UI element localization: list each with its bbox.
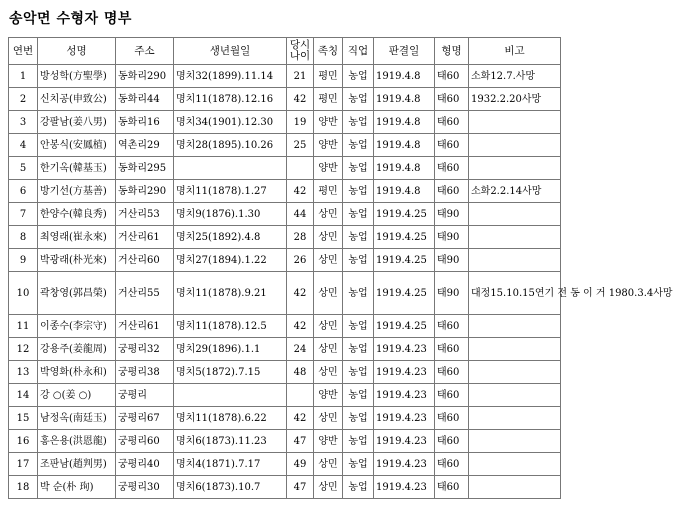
cell-birth: [174, 157, 287, 180]
cell-note: [469, 134, 561, 157]
cell-age: 42: [287, 88, 314, 111]
cell-note: 소화2.2.14사망: [469, 180, 561, 203]
cell-sentence: 태60: [435, 338, 469, 361]
table-header-row: [9, 38, 561, 65]
cell-birth: 명치11(1878).12.5: [174, 315, 287, 338]
cell-sentence: 태60: [435, 134, 469, 157]
cell-name: 강용주(姜龍周): [38, 338, 116, 361]
table-row: [9, 226, 561, 249]
cell-note: 1932.2.20사망: [469, 88, 561, 111]
header-age: [287, 38, 314, 65]
cell-judgment: 1919.4.8: [374, 134, 435, 157]
table-row: [9, 180, 561, 203]
cell-note: [469, 157, 561, 180]
cell-no: 8: [9, 226, 38, 249]
cell-note: [469, 226, 561, 249]
cell-class: 상민: [314, 407, 343, 430]
cell-sentence: 태60: [435, 88, 469, 111]
prisoner-roster-table: [8, 37, 673, 499]
cell-address: 거산리55: [116, 272, 174, 315]
cell-no: 3: [9, 111, 38, 134]
cell-name: 최영래(崔永來): [38, 226, 116, 249]
cell-age: 21: [287, 65, 314, 88]
cell-birth: 명치6(1873).11.23: [174, 430, 287, 453]
cell-job: 농업: [343, 338, 374, 361]
cell-note: [469, 249, 561, 272]
cell-address: 거산리53: [116, 203, 174, 226]
cell-note: [469, 384, 561, 407]
table-row: [9, 203, 561, 226]
cell-judgment: 1919.4.25: [374, 203, 435, 226]
cell-birth: 명치32(1899).11.14: [174, 65, 287, 88]
cell-class: 상민: [314, 203, 343, 226]
table-row: [9, 384, 561, 407]
cell-birth: 명치29(1896).1.1: [174, 338, 287, 361]
cell-note: [469, 453, 561, 476]
cell-address: 궁평리40: [116, 453, 174, 476]
cell-job: 농업: [343, 249, 374, 272]
cell-note: [469, 203, 561, 226]
cell-class: 상민: [314, 315, 343, 338]
cell-job: 농업: [343, 453, 374, 476]
cell-address: 궁평리32: [116, 338, 174, 361]
header-age-top: 당시: [289, 39, 311, 51]
cell-address: 역촌리29: [116, 134, 174, 157]
cell-no: 6: [9, 180, 38, 203]
table-row: [9, 65, 561, 88]
cell-address: 궁평리60: [116, 430, 174, 453]
cell-class: 양반: [314, 384, 343, 407]
cell-address: 동화리295: [116, 157, 174, 180]
cell-birth: 명치11(1878).9.21: [174, 272, 287, 315]
cell-age: [287, 384, 314, 407]
cell-job: 농업: [343, 157, 374, 180]
cell-birth: 명치11(1878).12.16: [174, 88, 287, 111]
cell-no: 9: [9, 249, 38, 272]
cell-birth: 명치6(1873).10.7: [174, 476, 287, 499]
table-row: [9, 272, 561, 315]
cell-birth: 명치28(1895).10.26: [174, 134, 287, 157]
cell-age: 47: [287, 476, 314, 499]
cell-name: 방성학(方聖學): [38, 65, 116, 88]
page-title: 송악면 수형자 명부: [9, 11, 132, 27]
cell-job: 농업: [343, 226, 374, 249]
cell-birth: 명치34(1901).12.30: [174, 111, 287, 134]
cell-age: 25: [287, 134, 314, 157]
header-name: 성명: [38, 38, 116, 65]
cell-name: 강팔남(姜八男): [38, 111, 116, 134]
cell-age: 28: [287, 226, 314, 249]
cell-name: 남정옥(南廷玉): [38, 407, 116, 430]
cell-sentence: 태60: [435, 407, 469, 430]
cell-job: 농업: [343, 407, 374, 430]
cell-job: 농업: [343, 111, 374, 134]
cell-job: 농업: [343, 180, 374, 203]
table-row: [9, 361, 561, 384]
table-row: [9, 315, 561, 338]
cell-name: 박 순(朴 珣): [38, 476, 116, 499]
cell-judgment: 1919.4.23: [374, 430, 435, 453]
cell-age: 19: [287, 111, 314, 134]
cell-address: 동화리290: [116, 65, 174, 88]
cell-class: 상민: [314, 338, 343, 361]
cell-judgment: 1919.4.25: [374, 315, 435, 338]
cell-sentence: 태60: [435, 476, 469, 499]
cell-birth: 명치25(1892).4.8: [174, 226, 287, 249]
cell-age: 26: [287, 249, 314, 272]
cell-address: 거산리61: [116, 315, 174, 338]
header-no: 연번: [9, 38, 38, 65]
cell-age: 47: [287, 430, 314, 453]
cell-judgment: 1919.4.25: [374, 249, 435, 272]
table-row: [9, 134, 561, 157]
cell-job: 농업: [343, 134, 374, 157]
cell-sentence: 태60: [435, 430, 469, 453]
cell-no: 1: [9, 65, 38, 88]
header-sentence: 형명: [435, 38, 469, 65]
cell-no: 15: [9, 407, 38, 430]
cell-age: 48: [287, 361, 314, 384]
cell-age: 42: [287, 315, 314, 338]
cell-note: [469, 476, 561, 499]
cell-sentence: 태60: [435, 157, 469, 180]
cell-name: 박광래(朴光來): [38, 249, 116, 272]
cell-class: 상민: [314, 476, 343, 499]
cell-judgment: 1919.4.25: [374, 226, 435, 249]
cell-judgment: 1919.4.23: [374, 361, 435, 384]
cell-job: 농업: [343, 88, 374, 111]
header-birth: 생년월일: [174, 38, 287, 65]
cell-judgment: 1919.4.8: [374, 111, 435, 134]
cell-judgment: 1919.4.23: [374, 476, 435, 499]
cell-name: 조판남(趙判男): [38, 453, 116, 476]
cell-judgment: 1919.4.23: [374, 338, 435, 361]
cell-age: [287, 157, 314, 180]
cell-judgment: 1919.4.25: [374, 272, 435, 315]
table-row: [9, 407, 561, 430]
cell-birth: 명치11(1878).6.22: [174, 407, 287, 430]
cell-no: 17: [9, 453, 38, 476]
cell-class: 양반: [314, 111, 343, 134]
cell-birth: 명치5(1872).7.15: [174, 361, 287, 384]
cell-name: 한기옥(韓基玉): [38, 157, 116, 180]
cell-sentence: 태60: [435, 315, 469, 338]
cell-birth: 명치27(1894).1.22: [174, 249, 287, 272]
cell-class: 양반: [314, 157, 343, 180]
cell-name: 홍은용(洪恩龍): [38, 430, 116, 453]
cell-no: 12: [9, 338, 38, 361]
cell-judgment: 1919.4.8: [374, 88, 435, 111]
cell-no: 10: [9, 272, 38, 315]
cell-note: 소화12.7.사망: [469, 65, 561, 88]
cell-name: 강 ○(姜 ○): [38, 384, 116, 407]
table-row: [9, 453, 561, 476]
cell-note: [469, 315, 561, 338]
cell-no: 16: [9, 430, 38, 453]
cell-sentence: 태90: [435, 272, 469, 315]
cell-judgment: 1919.4.23: [374, 407, 435, 430]
cell-age: 42: [287, 407, 314, 430]
cell-address: 궁평리30: [116, 476, 174, 499]
cell-no: 7: [9, 203, 38, 226]
table-body: [9, 65, 673, 499]
cell-sentence: 태60: [435, 180, 469, 203]
cell-class: 상민: [314, 272, 343, 315]
cell-name: 한양수(韓良秀): [38, 203, 116, 226]
cell-birth: 명치11(1878).1.27: [174, 180, 287, 203]
header-class: 족칭: [314, 38, 343, 65]
cell-sentence: 태90: [435, 203, 469, 226]
cell-job: 농업: [343, 203, 374, 226]
cell-address: 궁평리67: [116, 407, 174, 430]
cell-judgment: 1919.4.23: [374, 384, 435, 407]
cell-judgment: 1919.4.23: [374, 453, 435, 476]
cell-birth: [174, 384, 287, 407]
cell-no: 2: [9, 88, 38, 111]
cell-note: 대정15.10.15연기 전 동 이 거 1980.3.4사망: [469, 272, 561, 315]
cell-job: 농업: [343, 272, 374, 315]
cell-age: 42: [287, 272, 314, 315]
cell-name: 방기선(方基善): [38, 180, 116, 203]
cell-class: 평민: [314, 65, 343, 88]
cell-class: 상민: [314, 453, 343, 476]
cell-no: 13: [9, 361, 38, 384]
cell-name: 박영화(朴永和): [38, 361, 116, 384]
cell-job: 농업: [343, 384, 374, 407]
header-age-bottom: 나이: [289, 50, 311, 62]
cell-note: [469, 407, 561, 430]
cell-address: 동화리44: [116, 88, 174, 111]
table-row: [9, 157, 561, 180]
cell-no: 11: [9, 315, 38, 338]
cell-age: 42: [287, 180, 314, 203]
cell-class: 평민: [314, 180, 343, 203]
cell-no: 18: [9, 476, 38, 499]
cell-name: 이종수(李宗守): [38, 315, 116, 338]
header-address: 주소: [116, 38, 174, 65]
cell-judgment: 1919.4.8: [374, 180, 435, 203]
cell-birth: 명치4(1871).7.17: [174, 453, 287, 476]
header-job: 직업: [343, 38, 374, 65]
cell-name: 신치공(申致公): [38, 88, 116, 111]
cell-class: 평민: [314, 88, 343, 111]
table-row: [9, 88, 561, 111]
cell-note: [469, 338, 561, 361]
cell-address: 거산리61: [116, 226, 174, 249]
cell-sentence: 태60: [435, 65, 469, 88]
cell-age: 49: [287, 453, 314, 476]
cell-job: 농업: [343, 65, 374, 88]
cell-name: 안봉식(安鳳植): [38, 134, 116, 157]
cell-address: 동화리290: [116, 180, 174, 203]
table-row: [9, 476, 561, 499]
cell-sentence: 태60: [435, 384, 469, 407]
cell-age: 44: [287, 203, 314, 226]
cell-job: 농업: [343, 315, 374, 338]
cell-note: [469, 430, 561, 453]
header-note: 비고: [469, 38, 561, 65]
cell-note: [469, 111, 561, 134]
cell-address: 궁평리38: [116, 361, 174, 384]
cell-class: 상민: [314, 226, 343, 249]
table-row: [9, 338, 561, 361]
cell-birth: 명치9(1876).1.30: [174, 203, 287, 226]
cell-address: 동화리16: [116, 111, 174, 134]
cell-class: 상민: [314, 361, 343, 384]
cell-class: 상민: [314, 249, 343, 272]
cell-no: 14: [9, 384, 38, 407]
cell-age: 24: [287, 338, 314, 361]
cell-address: 궁평리: [116, 384, 174, 407]
cell-note: [469, 361, 561, 384]
cell-sentence: 태60: [435, 361, 469, 384]
cell-name: 곽창영(郭昌榮): [38, 272, 116, 315]
cell-no: 5: [9, 157, 38, 180]
cell-sentence: 태90: [435, 226, 469, 249]
cell-job: 농업: [343, 430, 374, 453]
cell-judgment: 1919.4.8: [374, 65, 435, 88]
cell-judgment: 1919.4.8: [374, 157, 435, 180]
cell-job: 농업: [343, 361, 374, 384]
table-row: [9, 111, 561, 134]
cell-job: 농업: [343, 476, 374, 499]
cell-address: 거산리60: [116, 249, 174, 272]
cell-sentence: 태60: [435, 453, 469, 476]
table-row: [9, 430, 561, 453]
cell-class: 양반: [314, 430, 343, 453]
table-row: [9, 249, 561, 272]
cell-no: 4: [9, 134, 38, 157]
header-judgment: 판결일: [374, 38, 435, 65]
cell-sentence: 태90: [435, 249, 469, 272]
cell-class: 양반: [314, 134, 343, 157]
cell-sentence: 태60: [435, 111, 469, 134]
